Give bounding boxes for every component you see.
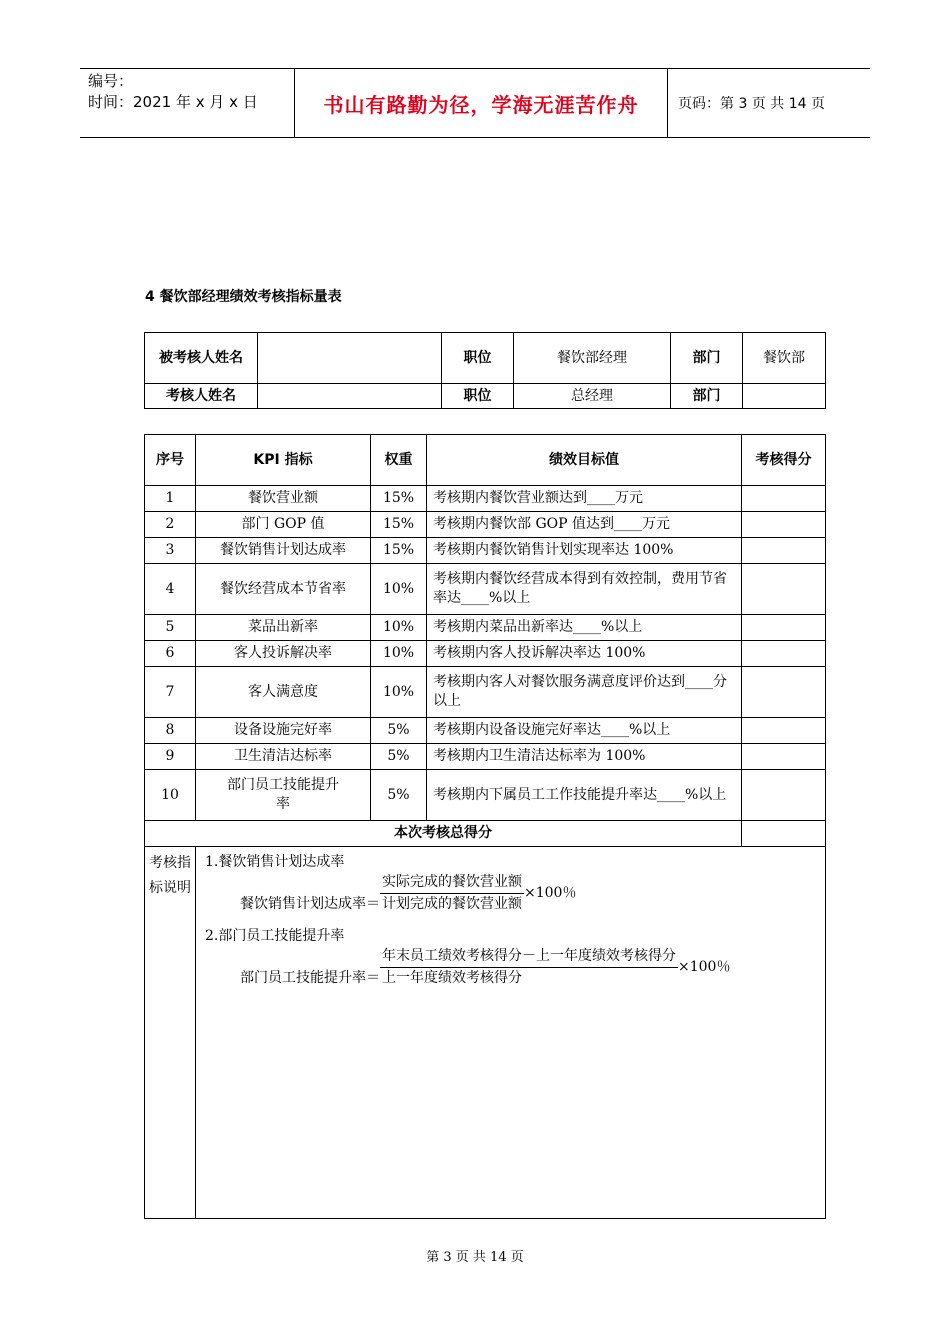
row-target: 考核期内客人对餐饮服务满意度评价达到____分以上 bbox=[427, 667, 742, 718]
assessee-name-label: 被考核人姓名 bbox=[145, 333, 258, 384]
item2-title: 2.部门员工技能提升率 bbox=[205, 928, 345, 944]
row-target: 考核期内客人投诉解决率达 100% bbox=[427, 641, 742, 667]
assessee-position: 餐饮部经理 bbox=[514, 333, 671, 384]
kpi-header-row bbox=[145, 435, 826, 486]
row-kpi: 餐饮营业额 bbox=[196, 486, 371, 512]
item2-numerator: 年末员工绩效考核得分－上一年度绩效考核得分 bbox=[380, 946, 678, 968]
row-kpi: 部门员工技能提升率 bbox=[196, 770, 371, 821]
assessor-dept-cell[interactable] bbox=[743, 384, 826, 409]
row-kpi: 设备设施完好率 bbox=[196, 718, 371, 744]
assessee-dept: 餐饮部 bbox=[743, 333, 826, 384]
row-target: 考核期内餐饮经营成本得到有效控制，费用节省率达____%以上 bbox=[427, 564, 742, 615]
header-motto: 书山有路勤为径，学海无涯苦作舟 bbox=[295, 69, 668, 137]
row-kpi: 卫生清洁达标率 bbox=[196, 744, 371, 770]
row-target: 考核期内餐饮销售计划实现率达 100% bbox=[427, 538, 742, 564]
row-no: 6 bbox=[145, 641, 196, 667]
row-kpi: 部门 GOP 值 bbox=[196, 512, 371, 538]
assessee-name-cell[interactable] bbox=[258, 333, 442, 384]
table-row bbox=[145, 486, 826, 512]
table-row bbox=[145, 512, 826, 538]
total-score-cell[interactable] bbox=[742, 821, 826, 847]
row-target: 考核期内菜品出新率达____%以上 bbox=[427, 615, 742, 641]
table-row bbox=[145, 770, 826, 821]
item2-formula bbox=[240, 946, 730, 989]
table-row bbox=[145, 667, 826, 718]
row-no: 9 bbox=[145, 744, 196, 770]
assessor-position: 总经理 bbox=[514, 384, 671, 409]
row-score-cell[interactable] bbox=[742, 667, 826, 718]
row-score-cell[interactable] bbox=[742, 718, 826, 744]
row-weight: 10% bbox=[371, 615, 427, 641]
row-no: 3 bbox=[145, 538, 196, 564]
row-no: 5 bbox=[145, 615, 196, 641]
row-no: 8 bbox=[145, 718, 196, 744]
row-kpi: 菜品出新率 bbox=[196, 615, 371, 641]
page-footer: 第 3 页 共 14 页 bbox=[426, 1250, 524, 1265]
row-target: 考核期内设备设施完好率达____%以上 bbox=[427, 718, 742, 744]
row-weight: 15% bbox=[371, 538, 427, 564]
position-label: 职位 bbox=[442, 333, 514, 384]
time-label: 时间：2021 年 x 月 x 日 bbox=[88, 93, 258, 111]
row-weight: 15% bbox=[371, 486, 427, 512]
row-weight: 10% bbox=[371, 641, 427, 667]
table-row bbox=[145, 564, 826, 615]
table-row bbox=[145, 538, 826, 564]
page-header bbox=[80, 68, 870, 138]
row-no: 7 bbox=[145, 667, 196, 718]
row-target: 考核期内卫生清洁达标率为 100% bbox=[427, 744, 742, 770]
item1-lhs: 餐饮销售计划达成率＝ bbox=[240, 896, 380, 912]
row-score-cell[interactable] bbox=[742, 615, 826, 641]
row-score-cell[interactable] bbox=[742, 744, 826, 770]
explanation-area bbox=[145, 847, 825, 1218]
assessor-name-cell[interactable] bbox=[258, 384, 442, 409]
row-kpi: 餐饮经营成本节省率 bbox=[196, 564, 371, 615]
row-no: 1 bbox=[145, 486, 196, 512]
row-score-cell[interactable] bbox=[742, 486, 826, 512]
row-target: 考核期内下属员工工作技能提升率达____%以上 bbox=[427, 770, 742, 821]
row-weight: 5% bbox=[371, 718, 427, 744]
item1-numerator: 实际完成的餐饮营业额 bbox=[380, 872, 524, 894]
header-target: 绩效目标值 bbox=[427, 435, 742, 486]
row-kpi: 餐饮销售计划达成率 bbox=[196, 538, 371, 564]
item2-multiplier: ×100％ bbox=[678, 959, 731, 975]
row-no: 4 bbox=[145, 564, 196, 615]
total-label: 本次考核总得分 bbox=[145, 821, 742, 847]
row-weight: 10% bbox=[371, 667, 427, 718]
item2-denominator: 上一年度绩效考核得分 bbox=[382, 970, 522, 986]
row-score-cell[interactable] bbox=[742, 770, 826, 821]
table-row bbox=[145, 615, 826, 641]
row-weight: 5% bbox=[371, 744, 427, 770]
section-title: 4 餐饮部经理绩效考核指标量表 bbox=[145, 289, 342, 305]
row-score-cell[interactable] bbox=[742, 512, 826, 538]
row-no: 2 bbox=[145, 512, 196, 538]
item1-multiplier: ×100％ bbox=[524, 885, 577, 901]
row-target: 考核期内餐饮部 GOP 值达到____万元 bbox=[427, 512, 742, 538]
row-score-cell[interactable] bbox=[742, 641, 826, 667]
table-row bbox=[145, 718, 826, 744]
item1-denominator: 计划完成的餐饮营业额 bbox=[382, 896, 522, 912]
number-label: 编号： bbox=[88, 72, 134, 90]
header-kpi: KPI 指标 bbox=[196, 435, 371, 486]
row-no: 10 bbox=[145, 770, 196, 821]
position-label: 职位 bbox=[442, 384, 514, 409]
explanation-row bbox=[145, 847, 826, 1219]
explanation-label: 考核指标说明 bbox=[149, 855, 191, 896]
item2-lhs: 部门员工技能提升率＝ bbox=[240, 970, 380, 986]
header-meta bbox=[80, 69, 295, 137]
row-weight: 10% bbox=[371, 564, 427, 615]
dept-label: 部门 bbox=[671, 384, 743, 409]
header-page-info: 页码：第 3 页 共 14 页 bbox=[678, 96, 825, 112]
row-weight: 15% bbox=[371, 512, 427, 538]
dept-label: 部门 bbox=[671, 333, 743, 384]
item1-formula bbox=[240, 872, 576, 915]
table-row bbox=[145, 641, 826, 667]
row-kpi: 客人满意度 bbox=[196, 667, 371, 718]
header-score: 考核得分 bbox=[742, 435, 826, 486]
table-row bbox=[145, 744, 826, 770]
row-target: 考核期内餐饮营业额达到____万元 bbox=[427, 486, 742, 512]
item1-title: 1.餐饮销售计划达成率 bbox=[205, 854, 345, 870]
kpi-table bbox=[144, 434, 826, 1219]
row-score-cell[interactable] bbox=[742, 538, 826, 564]
row-score-cell[interactable] bbox=[742, 564, 826, 615]
row-weight: 5% bbox=[371, 770, 427, 821]
row-kpi: 客人投诉解决率 bbox=[196, 641, 371, 667]
header-weight: 权重 bbox=[371, 435, 427, 486]
info-table bbox=[144, 332, 826, 409]
assessor-name-label: 考核人姓名 bbox=[145, 384, 258, 409]
explanation-divider bbox=[195, 847, 196, 1218]
header-no: 序号 bbox=[145, 435, 196, 486]
total-row bbox=[145, 821, 826, 847]
